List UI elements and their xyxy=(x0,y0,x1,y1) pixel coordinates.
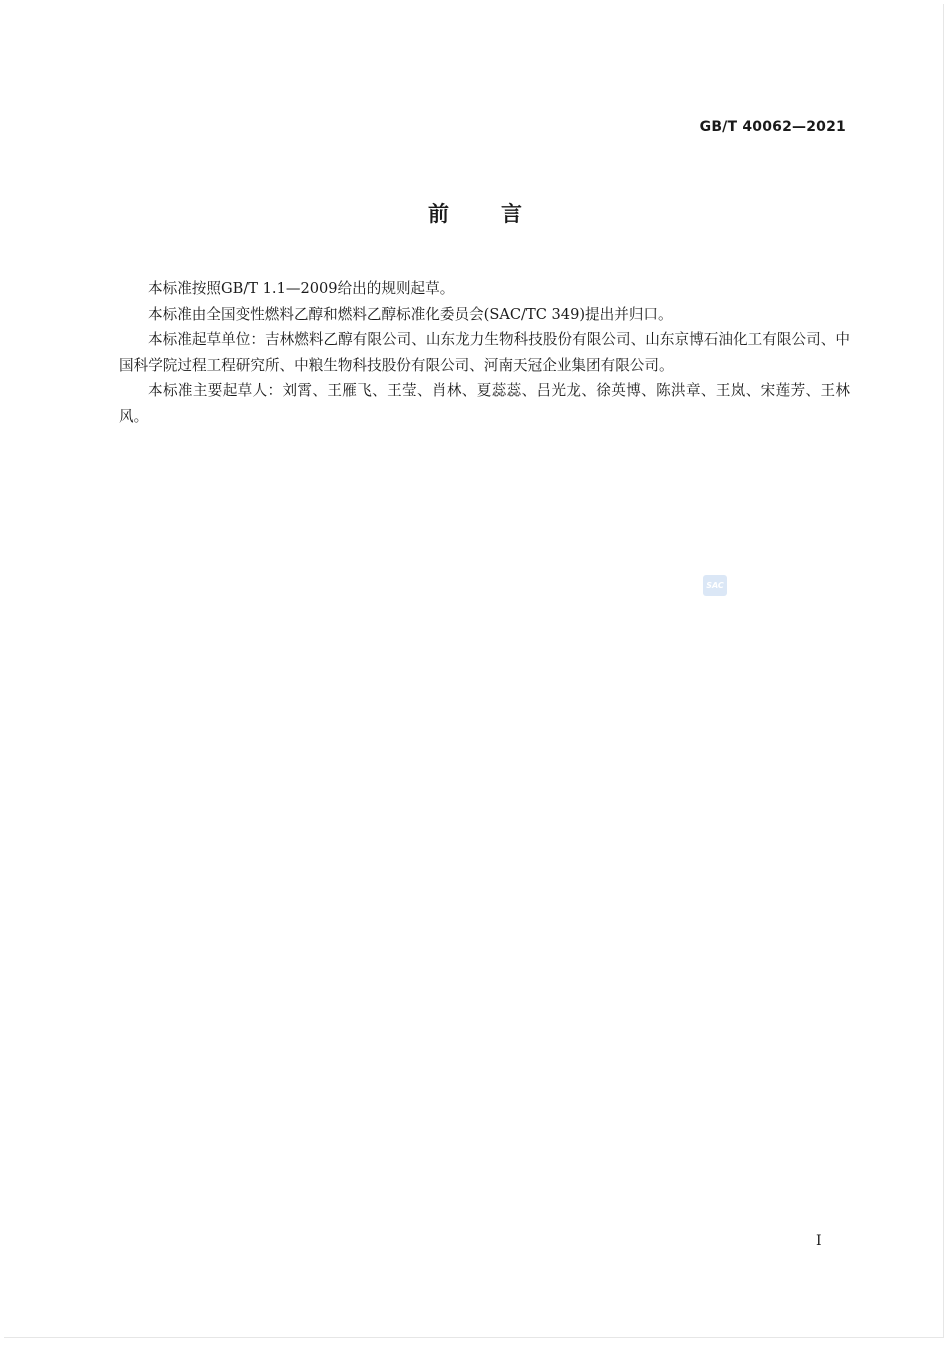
paragraph-drafting-units: 本标准起草单位：吉林燃料乙醇有限公司、山东龙力生物科技股份有限公司、山东京博石油化工有限公司、中国科学院过程工程研究所、中粮生物科技股份有限公司、河南天冠企业集团有限公司。 xyxy=(119,331,850,374)
sac-watermark-logo: SAC xyxy=(703,575,727,596)
page-number: I xyxy=(816,1233,822,1249)
page-title: 前言 xyxy=(428,202,574,226)
standard-code: GB/T 40062—2021 xyxy=(699,119,846,135)
paragraph-proposer: 本标准由全国变性燃料乙醇和燃料乙醇标准化委员会(SAC/TC 349)提出并归口。 xyxy=(148,305,673,323)
foreword-body xyxy=(119,276,850,429)
paragraph-drafters: 本标准主要起草人：刘霄、王雁飞、王莹、肖林、夏蕊蕊、吕光龙、徐英博、陈洪章、王岚、宋莲芳、王林风。 xyxy=(119,382,850,425)
paragraph-drafting-rules: 本标准按照GB/T 1.1—2009给出的规则起草。 xyxy=(148,280,455,297)
